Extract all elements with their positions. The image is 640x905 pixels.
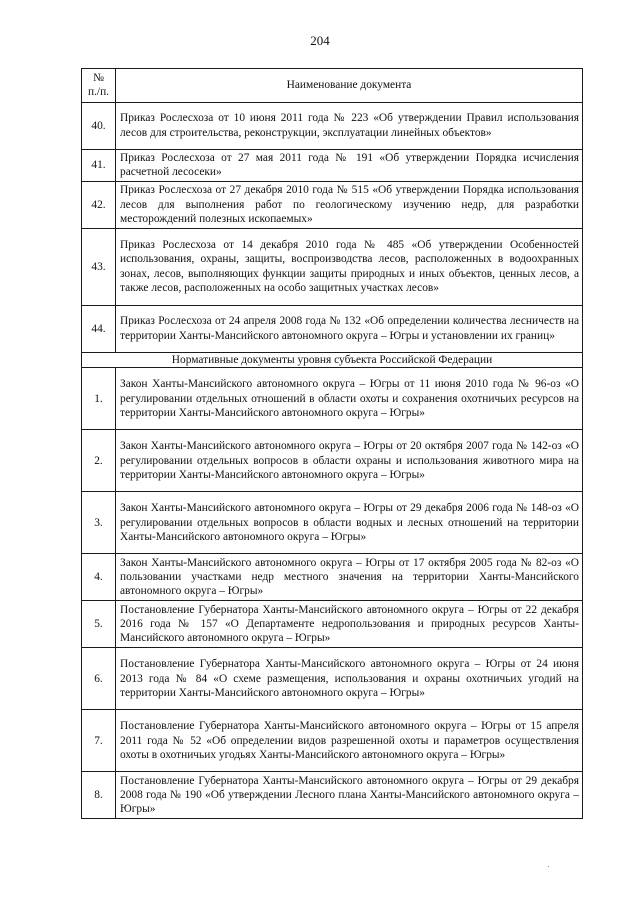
row-document-name: Закон Ханты-Мансийского автономного округа – Югры от 11 июня 2010 года № 96-оз «О регулировании отдельных отношений в области охоты и сохранения охотничьих ресурсов на территории Ханты-Мансийского автономного округа – Югры» [116, 368, 583, 430]
table-row [82, 368, 583, 430]
table-row [82, 228, 583, 305]
row-number: 8. [82, 772, 116, 819]
row-document-name: Приказ Рослесхоза от 27 мая 2011 года № 191 «Об утверждении Порядка исчисления расчетной лесосеки» [116, 149, 583, 181]
federal-rows [82, 102, 583, 352]
row-number: 5. [82, 601, 116, 648]
row-number: 3. [82, 492, 116, 554]
row-document-name: Приказ Рослесхоза от 27 декабря 2010 года № 515 «Об утверждении Порядка использования лесов для выполнения работ по геологическому изучению недр, для разработки месторождений полезных ископаемых» [116, 181, 583, 228]
table-row [82, 648, 583, 710]
row-document-name: Закон Ханты-Мансийского автономного округа – Югры от 20 октября 2007 года № 142-оз «О регулировании отдельных вопросов в области охраны и использования животного мира на территории Ханты-Мансийского автономного округа – Югры» [116, 430, 583, 492]
page-number: 204 [310, 33, 330, 48]
row-document-name: Постановление Губернатора Ханты-Мансийского автономного округа – Югры от 15 апреля 2011 года № 52 «Об определении видов разрешенной охоты и параметров осуществления охоты в охотничьих угодьях Ханты-Мансийского автономного округа – Югры» [116, 710, 583, 772]
section-row-group [82, 352, 583, 367]
scan-speck [548, 866, 549, 867]
row-number: 2. [82, 430, 116, 492]
row-number: 40. [82, 102, 116, 149]
row-document-name: Приказ Рослесхоза от 10 июня 2011 года № 223 «Об утверждении Правил использования лесов для строительства, реконструкции, эксплуатации линейных объектов» [116, 102, 583, 149]
row-document-name: Приказ Рослесхоза от 24 апреля 2008 года № 132 «Об определении количества лесничеств на территории Ханты-Мансийского автономного округа – Югры и установлении их границ» [116, 305, 583, 352]
row-document-name: Приказ Рослесхоза от 14 декабря 2010 года № 485 «Об утверждении Особенностей использования, охраны, защиты, воспроизводства лесов, расположенных в водоохранных зонах, лесов, выполняющих функции защиты природных и иных объектов, ценных лесов, а также лесов, расположенных на особо защитных участках лесов» [116, 228, 583, 305]
row-document-name: Закон Ханты-Мансийского автономного округа – Югры от 17 октября 2005 года № 82-оз «О пользовании участками недр местного значения на территории Ханты-Мансийского автономного округа – Югры» [116, 554, 583, 601]
header-number [82, 69, 116, 103]
row-document-name: Постановление Губернатора Ханты-Мансийского автономного округа – Югры от 22 декабря 2016 года № 157 «О Департаменте недропользования и природных ресурсов Ханты-Мансийского автономного округа – Югры» [116, 601, 583, 648]
table-row [82, 181, 583, 228]
table-row [82, 430, 583, 492]
documents-table [81, 68, 583, 819]
header-number-label: № п./п. [87, 72, 110, 99]
row-number: 4. [82, 554, 116, 601]
row-document-name: Закон Ханты-Мансийского автономного округа – Югры от 29 декабря 2006 года № 148-оз «О регулировании отдельных вопросов в области водных и лесных отношений на территории Ханты-Мансийского автономного округа – Югры» [116, 492, 583, 554]
table-row [82, 554, 583, 601]
table-row [82, 305, 583, 352]
row-document-name: Постановление Губернатора Ханты-Мансийского автономного округа – Югры от 29 декабря 2008 года № 190 «Об утверждении Лесного плана Ханты-Мансийского автономного округа – Югры» [116, 772, 583, 819]
row-number: 41. [82, 149, 116, 181]
row-number: 7. [82, 710, 116, 772]
row-number: 44. [82, 305, 116, 352]
row-number: 1. [82, 368, 116, 430]
table-row [82, 102, 583, 149]
row-number: 42. [82, 181, 116, 228]
row-document-name: Постановление Губернатора Ханты-Мансийского автономного округа – Югры от 24 июня 2013 года № 84 «О схеме размещения, использования и охраны охотничьих угодий на территории Ханты-Мансийского автономного округа – Югры» [116, 648, 583, 710]
header-document-name: Наименование документа [116, 69, 583, 103]
table-row [82, 601, 583, 648]
table-row [82, 492, 583, 554]
row-number: 6. [82, 648, 116, 710]
section-row [82, 352, 583, 367]
table-row [82, 710, 583, 772]
table-row [82, 772, 583, 819]
table-row [82, 149, 583, 181]
section-title: Нормативные документы уровня субъекта Российской Федерации [82, 352, 583, 367]
regional-rows [82, 368, 583, 819]
table-header-row [82, 69, 583, 103]
row-number: 43. [82, 228, 116, 305]
